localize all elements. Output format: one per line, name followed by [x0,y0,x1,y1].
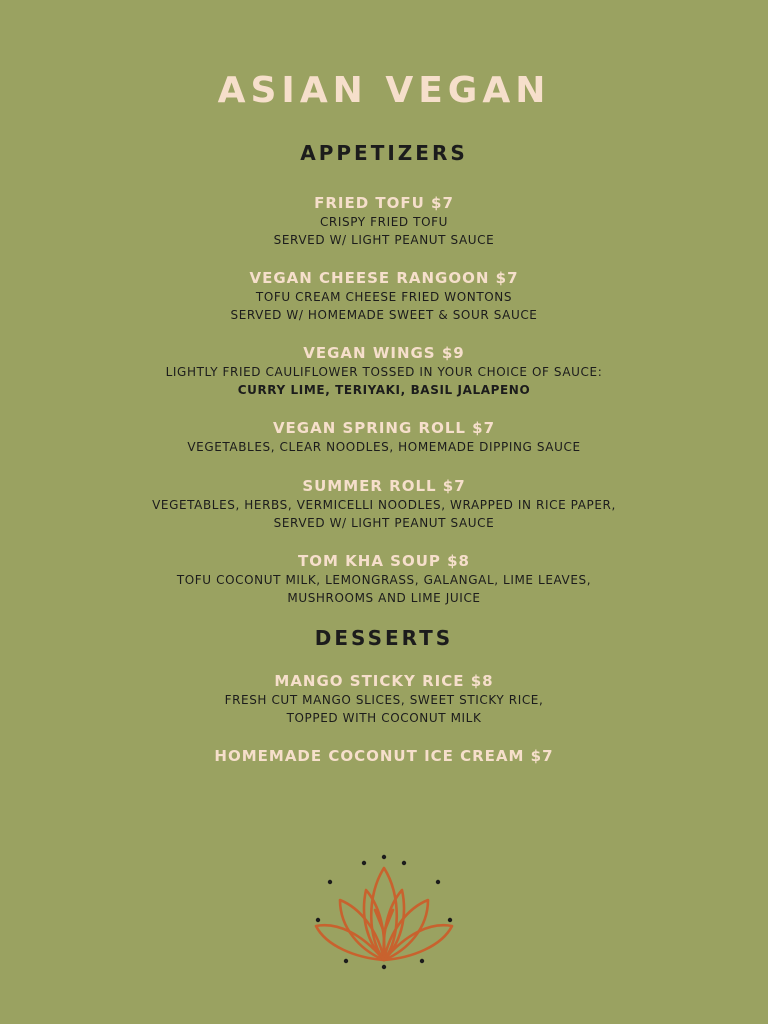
menu-item-sauce-options: CURRY LIME, TERIYAKI, BASIL JALAPENO [237,383,531,397]
menu-item [0,476,768,532]
lotus-icon [304,848,464,976]
menu-item-description: TOFU CREAM CHEESE FRIED WONTONS [255,290,513,304]
menu-item-description: TOFU COCONUT MILK, LEMONGRASS, GALANGAL, LIME LEAVES, [176,573,592,587]
section-heading-desserts: DESSERTS [314,626,454,650]
menu-title: ASIAN VEGAN [217,70,551,111]
menu-item [0,418,768,456]
menu-item [0,671,768,727]
menu-item-name: HOMEMADE COCONUT ICE CREAM $7 [214,747,554,765]
section-heading-appetizers: APPETIZERS [300,141,468,165]
menu-item-description: SERVED W/ LIGHT PEANUT SAUCE [273,516,495,530]
menu-item-name: TOM KHA SOUP $8 [298,552,470,570]
menu-item-name: SUMMER ROLL $7 [302,477,466,495]
menu-item-description: VEGETABLES, HERBS, VERMICELLI NOODLES, WRAPPED IN RICE PAPER, [152,498,616,512]
menu-item-description: MUSHROOMS AND LIME JUICE [287,591,481,605]
menu-item-description: VEGETABLES, CLEAR NOODLES, HOMEMADE DIPPING SAUCE [187,440,581,454]
menu-item-name: FRIED TOFU $7 [314,194,454,212]
menu-item-name: VEGAN SPRING ROLL $7 [272,419,496,437]
menu-item-name: MANGO STICKY RICE $8 [274,672,494,690]
menu-item-description: CRISPY FRIED TOFU [319,215,449,229]
menu-item [0,551,768,607]
menu-item-description: SERVED W/ LIGHT PEANUT SAUCE [273,233,495,247]
menu-item [0,268,768,324]
menu-item-name: VEGAN CHEESE RANGOON $7 [249,269,519,287]
menu-item [0,193,768,249]
menu-item [0,343,768,399]
menu-item [0,746,768,766]
menu-item-description: FRESH CUT MANGO SLICES, SWEET STICKY RICE, [224,693,544,707]
menu-item-description: TOPPED WITH COCONUT MILK [286,711,482,725]
menu-item-name: VEGAN WINGS $9 [303,344,465,362]
menu-item-description: LIGHTLY FRIED CAULIFLOWER TOSSED IN YOUR CHOICE OF SAUCE: [165,365,603,379]
menu-item-description: SERVED W/ HOMEMADE SWEET & SOUR SAUCE [230,308,538,322]
